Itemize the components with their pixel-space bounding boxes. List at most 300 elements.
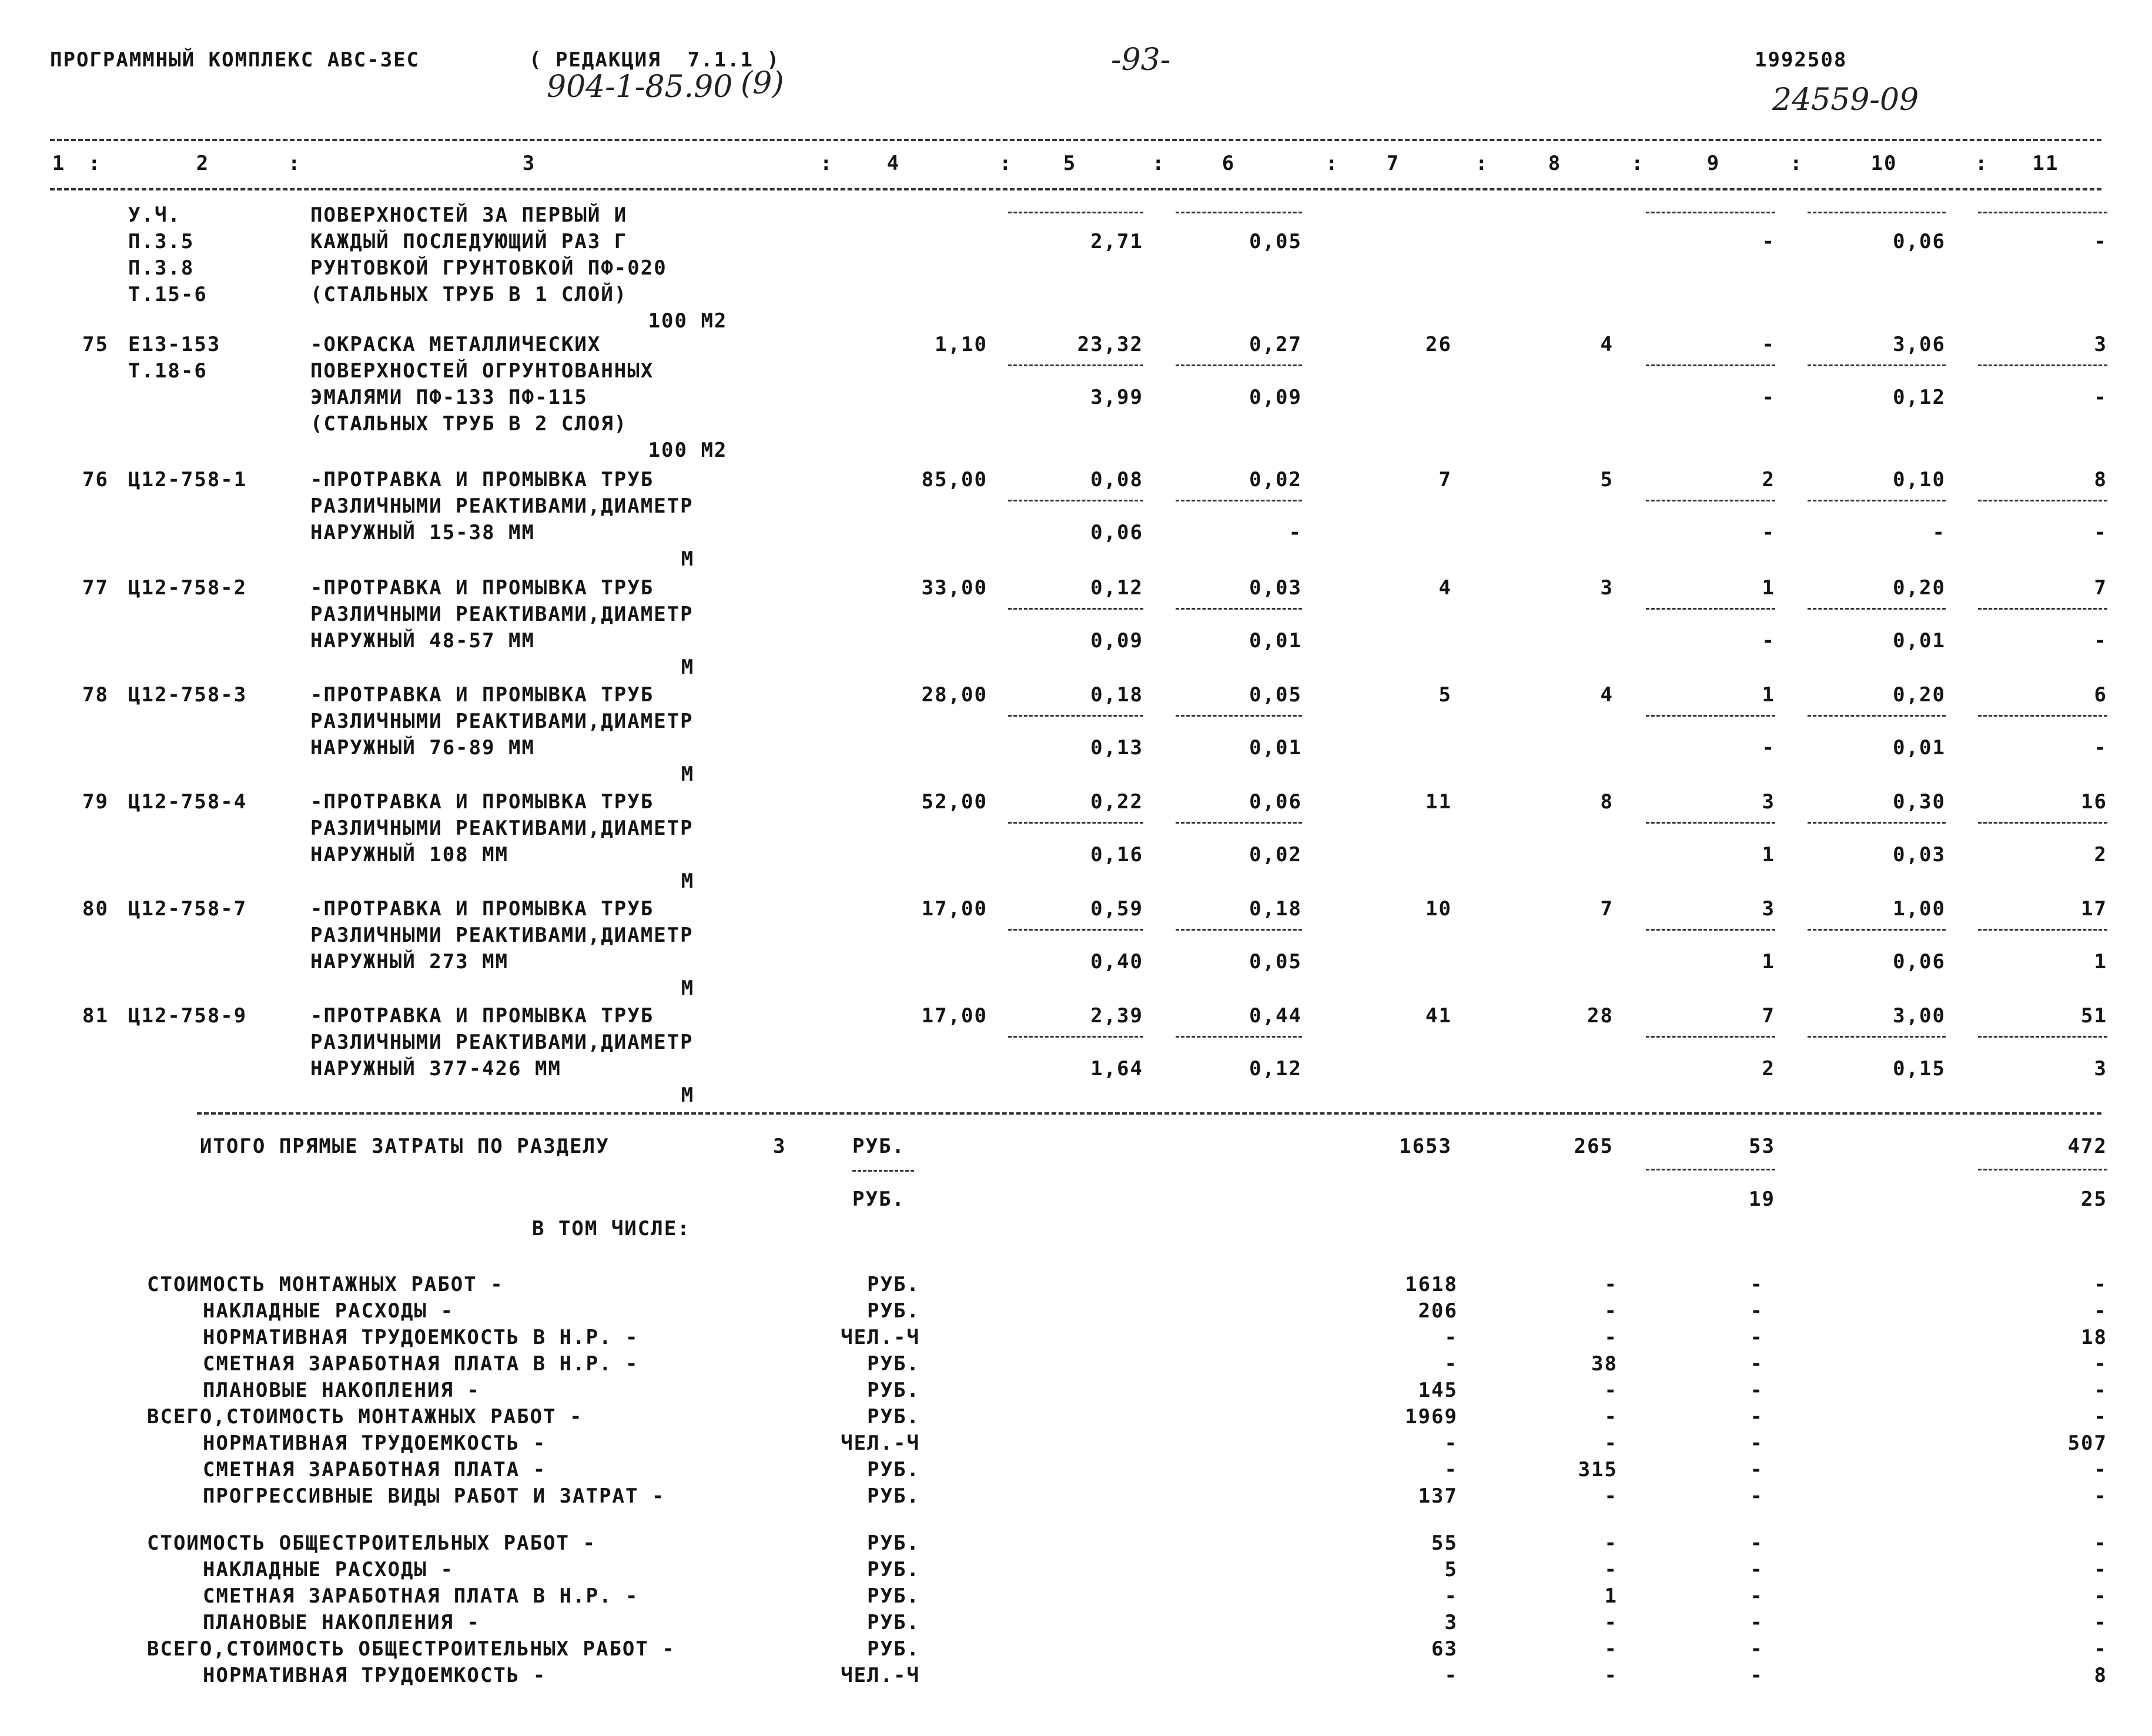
row-c9-sub: -	[1762, 736, 1775, 760]
breakdown-c9: -	[1750, 1352, 1763, 1376]
breakdown-c9: -	[1750, 1431, 1763, 1455]
breakdown-label: ПЛАНОВЫЕ НАКОПЛЕНИЯ -	[203, 1379, 480, 1402]
totals-unit-rule	[852, 1170, 914, 1172]
column-separator: :	[288, 152, 302, 175]
breakdown-c11: 507	[2067, 1431, 2107, 1455]
row-c6-main: 0,18	[1249, 897, 1302, 921]
row-unit: М	[681, 762, 695, 786]
breakdown-unit: РУБ.	[867, 1299, 920, 1323]
breakdown-c8: -	[1604, 1405, 1618, 1429]
row-c9-main: 3	[1762, 897, 1775, 921]
column-header-10: 10	[1870, 152, 1897, 175]
column-header-9: 9	[1706, 152, 1721, 175]
row-description: РАЗЛИЧНЫМИ РЕАКТИВАМИ,ДИАМЕТР	[310, 1031, 694, 1054]
row-description: -ОКРАСКА МЕТАЛЛИЧЕСКИХ	[310, 333, 601, 356]
breakdown-c11: -	[2094, 1584, 2107, 1608]
cell-split-rule	[1808, 715, 1946, 717]
row-number: 80	[82, 897, 109, 921]
breakdown-unit: РУБ.	[867, 1558, 920, 1581]
breakdown-label: НАКЛАДНЫЕ РАСХОДЫ -	[203, 1299, 454, 1323]
breakdown-c11: -	[2094, 1484, 2107, 1508]
cell-split-rule	[1008, 715, 1143, 717]
row-c10-sub: 0,12	[1893, 386, 1946, 409]
row-c10-main: 0,20	[1893, 576, 1946, 600]
cell-split-rule	[1646, 822, 1775, 824]
breakdown-unit: РУБ.	[867, 1611, 920, 1634]
row-c11-sub: -	[2094, 736, 2107, 760]
breakdown-label: СТОИМОСТЬ МОНТАЖНЫХ РАБОТ -	[147, 1273, 504, 1296]
breakdown-label: ВСЕГО,СТОИМОСТЬ ОБЩЕСТРОИТЕЛЬНЫХ РАБОТ -	[147, 1637, 675, 1661]
breakdown-c9: -	[1750, 1379, 1763, 1402]
row-number: 77	[82, 576, 109, 600]
breakdown-c8: 38	[1591, 1352, 1618, 1376]
breakdown-c9: -	[1750, 1326, 1763, 1349]
row-c5-main: 0,59	[1090, 897, 1143, 921]
row-description: НАРУЖНЫЙ 108 ММ	[310, 843, 509, 867]
row-quantity: 17,00	[921, 897, 988, 921]
row-c7: 10	[1425, 897, 1452, 921]
row-unit: 100 М2	[648, 309, 728, 333]
row-c10-main: 3,00	[1893, 1004, 1946, 1028]
totals-c9-main: 53	[1749, 1135, 1775, 1158]
breakdown-c9: -	[1750, 1299, 1763, 1323]
row-c7: 26	[1425, 333, 1452, 356]
breakdown-unit: РУБ.	[867, 1637, 920, 1661]
row-quantity: 52,00	[921, 790, 988, 814]
row-c10-sub: 0,03	[1893, 843, 1946, 867]
row-rate-code: Ц12-758-7	[128, 897, 247, 921]
row-c9-sub: 1	[1762, 950, 1775, 974]
column-separator: :	[88, 152, 102, 175]
cell-split-rule	[1978, 364, 2107, 366]
cell-split-rule	[1978, 608, 2107, 610]
breakdown-c8: -	[1604, 1531, 1618, 1555]
breakdown-c11: -	[2094, 1458, 2107, 1481]
breakdown-c11: -	[2094, 1352, 2107, 1376]
cell-split-rule	[1176, 822, 1302, 824]
breakdown-unit: РУБ.	[867, 1379, 920, 1402]
breakdown-c9: -	[1750, 1273, 1763, 1296]
totals-section-number: 3	[773, 1135, 786, 1158]
breakdown-unit: РУБ.	[867, 1273, 920, 1296]
row-c6-sub: 0,05	[1249, 230, 1302, 253]
row-c7: 4	[1438, 576, 1452, 600]
column-header-8: 8	[1548, 152, 1562, 175]
cell-split-rule	[1176, 1036, 1302, 1038]
row-description: -ПРОТРАВКА И ПРОМЫВКА ТРУБ	[310, 790, 654, 814]
row-c8: 7	[1600, 897, 1614, 921]
cell-split-rule	[1176, 364, 1302, 366]
row-c10-main: 0,10	[1893, 468, 1946, 491]
row-c9-main: 3	[1762, 790, 1775, 814]
row-c5-sub: 0,09	[1090, 629, 1143, 653]
row-unit: 100 М2	[648, 439, 728, 462]
cell-split-rule	[1808, 1036, 1946, 1038]
row-rate-code: У.Ч.	[128, 203, 181, 227]
row-c10-main: 0,20	[1893, 683, 1946, 707]
row-c6-main: 0,27	[1249, 333, 1302, 356]
column-header-5: 5	[1063, 152, 1077, 175]
cell-split-rule	[1008, 608, 1143, 610]
row-c9-main: 1	[1762, 576, 1775, 600]
row-c7: 41	[1425, 1004, 1452, 1028]
breakdown-c8: -	[1604, 1379, 1618, 1402]
row-c9-sub: -	[1762, 386, 1775, 409]
row-number: 78	[82, 683, 109, 707]
breakdown-c7: -	[1444, 1326, 1458, 1349]
row-number: 76	[82, 468, 109, 491]
row-c10-sub: 0,01	[1893, 629, 1946, 653]
row-rate-code: Ц12-758-3	[128, 683, 247, 707]
row-rate-code: Ц12-758-9	[128, 1004, 247, 1028]
breakdown-c11: -	[2094, 1611, 2107, 1634]
row-description: -ПРОТРАВКА И ПРОМЫВКА ТРУБ	[310, 576, 654, 600]
breakdown-c8: 1	[1604, 1584, 1618, 1608]
breakdown-unit: ЧЕЛ.-Ч	[841, 1326, 920, 1349]
row-c10-main: 1,00	[1893, 897, 1946, 921]
breakdown-c11: -	[2094, 1379, 2107, 1402]
row-c8: 28	[1587, 1004, 1614, 1028]
header-rule-bottom	[50, 188, 2101, 190]
row-c10-sub: 0,06	[1893, 230, 1946, 253]
breakdown-c8: -	[1604, 1664, 1618, 1687]
document-code-bottom: 24559-09	[1772, 82, 1919, 118]
row-c5-sub: 1,64	[1090, 1057, 1143, 1081]
breakdown-label: СТОИМОСТЬ ОБЩЕСТРОИТЕЛЬНЫХ РАБОТ -	[147, 1531, 596, 1555]
totals-unit-second: РУБ.	[852, 1188, 905, 1211]
breakdown-unit: ЧЕЛ.-Ч	[841, 1664, 920, 1687]
row-c11-sub: -	[2094, 521, 2107, 544]
column-separator: :	[820, 152, 834, 175]
row-unit: М	[681, 976, 695, 1000]
row-c8: 5	[1600, 468, 1614, 491]
breakdown-label: СМЕТНАЯ ЗАРАБОТНАЯ ПЛАТА В Н.Р. -	[203, 1584, 639, 1608]
breakdown-c11: -	[2094, 1637, 2107, 1661]
breakdown-c11: 8	[2094, 1664, 2107, 1687]
row-c6-main: 0,44	[1249, 1004, 1302, 1028]
breakdown-c7: 3	[1444, 1611, 1458, 1634]
breakdown-c9: -	[1750, 1664, 1763, 1687]
row-description: -ПРОТРАВКА И ПРОМЫВКА ТРУБ	[310, 683, 654, 707]
breakdown-c8: -	[1604, 1273, 1618, 1296]
row-c5-sub: 3,99	[1090, 386, 1143, 409]
row-c9-sub: -	[1762, 629, 1775, 653]
cell-split-rule	[1978, 212, 2107, 213]
row-c11-sub: 3	[2094, 1057, 2107, 1081]
row-c8: 4	[1600, 683, 1614, 707]
breakdown-unit: ЧЕЛ.-Ч	[841, 1431, 920, 1455]
breakdown-c8: -	[1604, 1558, 1618, 1581]
breakdown-label: НОРМАТИВНАЯ ТРУДОЕМКОСТЬ -	[203, 1664, 547, 1687]
row-c9-main: 7	[1762, 1004, 1775, 1028]
row-description: НАРУЖНЫЙ 48-57 ММ	[310, 629, 535, 653]
totals-rule	[197, 1112, 2101, 1115]
column-header-6: 6	[1221, 152, 1236, 175]
breakdown-c8: -	[1604, 1484, 1618, 1508]
row-description: РАЗЛИЧНЫМИ РЕАКТИВАМИ,ДИАМЕТР	[310, 603, 694, 626]
row-c5-sub: 2,71	[1090, 230, 1143, 253]
row-description: ЭМАЛЯМИ ПФ-133 ПФ-115	[310, 386, 588, 409]
breakdown-c9: -	[1750, 1531, 1763, 1555]
row-description: РАЗЛИЧНЫМИ РЕАКТИВАМИ,ДИАМЕТР	[310, 710, 694, 733]
row-c9-main: 2	[1762, 468, 1775, 491]
cell-split-rule	[1808, 364, 1946, 366]
row-description: (СТАЛЬНЫХ ТРУБ В 1 СЛОЙ)	[310, 283, 628, 306]
row-description: НАРУЖНЫЙ 377-426 ММ	[310, 1057, 561, 1081]
breakdown-unit: РУБ.	[867, 1484, 920, 1508]
header-rule-top	[50, 139, 2101, 141]
cell-split-rule	[1008, 500, 1143, 501]
row-c7: 7	[1438, 468, 1452, 491]
totals-label: ИТОГО ПРЯМЫЕ ЗАТРАТЫ ПО РАЗДЕЛУ	[200, 1135, 610, 1158]
breakdown-c7: -	[1444, 1431, 1458, 1455]
breakdown-unit: РУБ.	[867, 1584, 920, 1608]
row-description: ПОВЕРХНОСТЕЙ ЗА ПЕРВЫЙ И	[310, 203, 628, 227]
row-description: РАЗЛИЧНЫМИ РЕАКТИВАМИ,ДИАМЕТР	[310, 924, 694, 947]
cell-split-rule	[1808, 822, 1946, 824]
breakdown-c7: -	[1444, 1458, 1458, 1481]
row-c9-sub: -	[1762, 230, 1775, 253]
row-c11-main: 16	[2081, 790, 2107, 814]
breakdown-c7: -	[1444, 1352, 1458, 1376]
row-description: НАРУЖНЫЙ 76-89 ММ	[310, 736, 535, 760]
row-c6-sub: 0,09	[1249, 386, 1302, 409]
totals-split-rule	[1978, 1169, 2107, 1170]
breakdown-label: НОРМАТИВНАЯ ТРУДОЕМКОСТЬ -	[203, 1431, 547, 1455]
cell-split-rule	[1978, 929, 2107, 931]
row-c5-main: 2,39	[1090, 1004, 1143, 1028]
volume-number: (9)	[741, 66, 784, 101]
cell-split-rule	[1646, 715, 1775, 717]
breakdown-c9: -	[1750, 1458, 1763, 1481]
row-c5-sub: 0,40	[1090, 950, 1143, 974]
breakdown-c7: -	[1444, 1664, 1458, 1687]
breakdown-c8: -	[1604, 1611, 1618, 1634]
row-description: НАРУЖНЫЙ 15-38 ММ	[310, 521, 535, 544]
row-c8: 3	[1600, 576, 1614, 600]
row-c11-main: 51	[2081, 1004, 2107, 1028]
row-c9-sub: 2	[1762, 1057, 1775, 1081]
breakdown-unit: РУБ.	[867, 1531, 920, 1555]
cell-split-rule	[1008, 929, 1143, 931]
column-separator: :	[1152, 152, 1166, 175]
row-unit: М	[681, 869, 695, 893]
totals-c9-sub: 19	[1749, 1188, 1775, 1211]
totals-c11-sub: 25	[2081, 1188, 2107, 1211]
totals-c8: 265	[1574, 1135, 1614, 1158]
row-description: (СТАЛЬНЫХ ТРУБ В 2 СЛОЯ)	[310, 412, 628, 436]
row-c5-sub: 0,16	[1090, 843, 1143, 867]
row-quantity: 33,00	[921, 576, 988, 600]
row-c11-main: 3	[2094, 333, 2107, 356]
row-description: НАРУЖНЫЙ 273 ММ	[310, 950, 509, 974]
breakdown-label: НОРМАТИВНАЯ ТРУДОЕМКОСТЬ В Н.Р. -	[203, 1326, 639, 1349]
breakdown-c8: -	[1604, 1326, 1618, 1349]
cell-split-rule	[1646, 212, 1775, 213]
breakdown-label: СМЕТНАЯ ЗАРАБОТНАЯ ПЛАТА В Н.Р. -	[203, 1352, 639, 1376]
row-rate-code: Ц12-758-4	[128, 790, 247, 814]
row-c5-sub: 0,13	[1090, 736, 1143, 760]
row-c11-sub: -	[2094, 386, 2107, 409]
cell-split-rule	[1808, 212, 1946, 213]
breakdown-label: ВСЕГО,СТОИМОСТЬ МОНТАЖНЫХ РАБОТ -	[147, 1405, 583, 1429]
breakdown-c7: 1618	[1405, 1273, 1458, 1296]
row-c11-main: 7	[2094, 576, 2107, 600]
cell-split-rule	[1646, 1036, 1775, 1038]
page-number: -93-	[1111, 42, 1171, 78]
breakdown-c11: -	[2094, 1405, 2107, 1429]
row-c9-sub: 1	[1762, 843, 1775, 867]
breakdown-c9: -	[1750, 1405, 1763, 1429]
breakdown-c11: -	[2094, 1273, 2107, 1296]
row-c5-main: 0,12	[1090, 576, 1143, 600]
breakdown-unit: РУБ.	[867, 1405, 920, 1429]
breakdown-c11: -	[2094, 1531, 2107, 1555]
row-c10-sub: 0,15	[1893, 1057, 1946, 1081]
cell-split-rule	[1176, 212, 1302, 213]
row-c6-sub: 0,05	[1249, 950, 1302, 974]
row-number: 75	[82, 333, 109, 356]
row-c5-sub: 0,06	[1090, 521, 1143, 544]
breakdown-c7: 55	[1431, 1531, 1458, 1555]
cell-split-rule	[1978, 500, 2107, 501]
cell-split-rule	[1008, 822, 1143, 824]
row-quantity: 85,00	[921, 468, 988, 491]
cell-split-rule	[1176, 929, 1302, 931]
breakdown-label: СМЕТНАЯ ЗАРАБОТНАЯ ПЛАТА -	[203, 1458, 547, 1481]
row-c6-sub: -	[1288, 521, 1302, 544]
row-rate-code: Ц12-758-1	[128, 468, 247, 491]
row-c9-main: -	[1762, 333, 1775, 356]
breakdown-label: НАКЛАДНЫЕ РАСХОДЫ -	[203, 1558, 454, 1581]
breakdown-c7: 63	[1431, 1637, 1458, 1661]
cell-split-rule	[1646, 364, 1775, 366]
row-c6-sub: 0,02	[1249, 843, 1302, 867]
row-description: РАЗЛИЧНЫМИ РЕАКТИВАМИ,ДИАМЕТР	[310, 817, 694, 840]
row-c6-main: 0,05	[1249, 683, 1302, 707]
column-separator: :	[1975, 152, 1989, 175]
row-c11-sub: -	[2094, 230, 2107, 253]
totals-c11-main: 472	[2067, 1135, 2107, 1158]
column-header-7: 7	[1386, 152, 1400, 175]
breakdown-c9: -	[1750, 1558, 1763, 1581]
row-rate-code: П.3.8	[128, 256, 195, 280]
cell-split-rule	[1008, 212, 1143, 213]
row-c10-main: 3,06	[1893, 333, 1946, 356]
row-description: РАЗЛИЧНЫМИ РЕАКТИВАМИ,ДИАМЕТР	[310, 494, 694, 518]
row-description: -ПРОТРАВКА И ПРОМЫВКА ТРУБ	[310, 468, 654, 491]
cell-split-rule	[1978, 822, 2107, 824]
row-c10-sub: -	[1932, 521, 1946, 544]
column-separator: :	[1790, 152, 1803, 175]
row-c9-sub: -	[1762, 521, 1775, 544]
cell-split-rule	[1978, 715, 2107, 717]
row-c7: 11	[1425, 790, 1452, 814]
row-c10-sub: 0,01	[1893, 736, 1946, 760]
cell-split-rule	[1176, 500, 1302, 501]
row-c10-sub: 0,06	[1893, 950, 1946, 974]
breakdown-c7: 206	[1418, 1299, 1458, 1323]
row-description: РУНТОВКОЙ ГРУНТОВКОЙ ПФ-020	[310, 256, 667, 280]
totals-split-rule	[1646, 1169, 1775, 1170]
row-description: КАЖДЫЙ ПОСЛЕДУЮЩИЙ РАЗ Г	[310, 230, 628, 253]
row-c11-main: 17	[2081, 897, 2107, 921]
row-c8: 8	[1600, 790, 1614, 814]
column-header-1: 1	[52, 152, 66, 175]
row-c5-main: 0,18	[1090, 683, 1143, 707]
row-description: -ПРОТРАВКА И ПРОМЫВКА ТРУБ	[310, 1004, 654, 1028]
row-rate-code: Ц12-758-2	[128, 576, 247, 600]
breakdown-c9: -	[1750, 1584, 1763, 1608]
column-separator: :	[1475, 152, 1489, 175]
column-header-11: 11	[2032, 152, 2059, 175]
including-heading: В ТОМ ЧИСЛЕ:	[532, 1217, 691, 1240]
row-unit: М	[681, 655, 695, 679]
document-code-top: 1992508	[1755, 48, 1848, 72]
breakdown-c7: 5	[1444, 1558, 1458, 1581]
cell-split-rule	[1808, 500, 1946, 501]
row-quantity: 28,00	[921, 683, 988, 707]
row-quantity: 17,00	[921, 1004, 988, 1028]
breakdown-label: ПЛАНОВЫЕ НАКОПЛЕНИЯ -	[203, 1611, 480, 1634]
row-c11-sub: 2	[2094, 843, 2107, 867]
column-separator: :	[1326, 152, 1339, 175]
row-c6-main: 0,03	[1249, 576, 1302, 600]
column-header-2: 2	[196, 152, 210, 175]
cell-split-rule	[1008, 1036, 1143, 1038]
row-rate-code: Т.15-6	[128, 283, 207, 306]
row-c11-sub: -	[2094, 629, 2107, 653]
row-c11-main: 8	[2094, 468, 2107, 491]
breakdown-c8: -	[1604, 1299, 1618, 1323]
breakdown-c7: 145	[1418, 1379, 1458, 1402]
breakdown-label: ПРОГРЕССИВНЫЕ ВИДЫ РАБОТ И ЗАТРАТ -	[203, 1484, 665, 1508]
project-code: 904-1-85.90	[547, 69, 733, 105]
breakdown-c11: 18	[2081, 1326, 2107, 1349]
row-description: -ПРОТРАВКА И ПРОМЫВКА ТРУБ	[310, 897, 654, 921]
row-c6-sub: 0,01	[1249, 736, 1302, 760]
row-c5-main: 0,08	[1090, 468, 1143, 491]
row-description: ПОВЕРХНОСТЕЙ ОГРУНТОВАННЫХ	[310, 359, 654, 383]
cell-split-rule	[1176, 715, 1302, 717]
row-c5-main: 23,32	[1077, 333, 1143, 356]
breakdown-c11: -	[2094, 1299, 2107, 1323]
column-header-3: 3	[522, 152, 536, 175]
breakdown-c11: -	[2094, 1558, 2107, 1581]
row-c5-main: 0,22	[1090, 790, 1143, 814]
breakdown-c8: 315	[1578, 1458, 1618, 1481]
breakdown-unit: РУБ.	[867, 1458, 920, 1481]
breakdown-c7: 1969	[1405, 1405, 1458, 1429]
edition-label: ( РЕДАКЦИЯ 7.1.1 )	[529, 48, 780, 72]
breakdown-c9: -	[1750, 1637, 1763, 1661]
cell-split-rule	[1808, 929, 1946, 931]
row-c11-main: 6	[2094, 683, 2107, 707]
row-c7: 5	[1438, 683, 1452, 707]
cell-split-rule	[1646, 500, 1775, 501]
program-name: ПРОГРАММНЫЙ КОМПЛЕКС АВС-3ЕС	[50, 48, 420, 72]
cell-split-rule	[1808, 608, 1946, 610]
breakdown-c7: -	[1444, 1584, 1458, 1608]
breakdown-unit: РУБ.	[867, 1352, 920, 1376]
row-rate-code: Е13-153	[128, 333, 221, 356]
totals-unit: РУБ.	[852, 1135, 905, 1158]
row-c8: 4	[1600, 333, 1614, 356]
row-unit: М	[681, 547, 695, 571]
breakdown-c8: -	[1604, 1431, 1618, 1455]
row-c6-sub: 0,12	[1249, 1057, 1302, 1081]
breakdown-c9: -	[1750, 1611, 1763, 1634]
